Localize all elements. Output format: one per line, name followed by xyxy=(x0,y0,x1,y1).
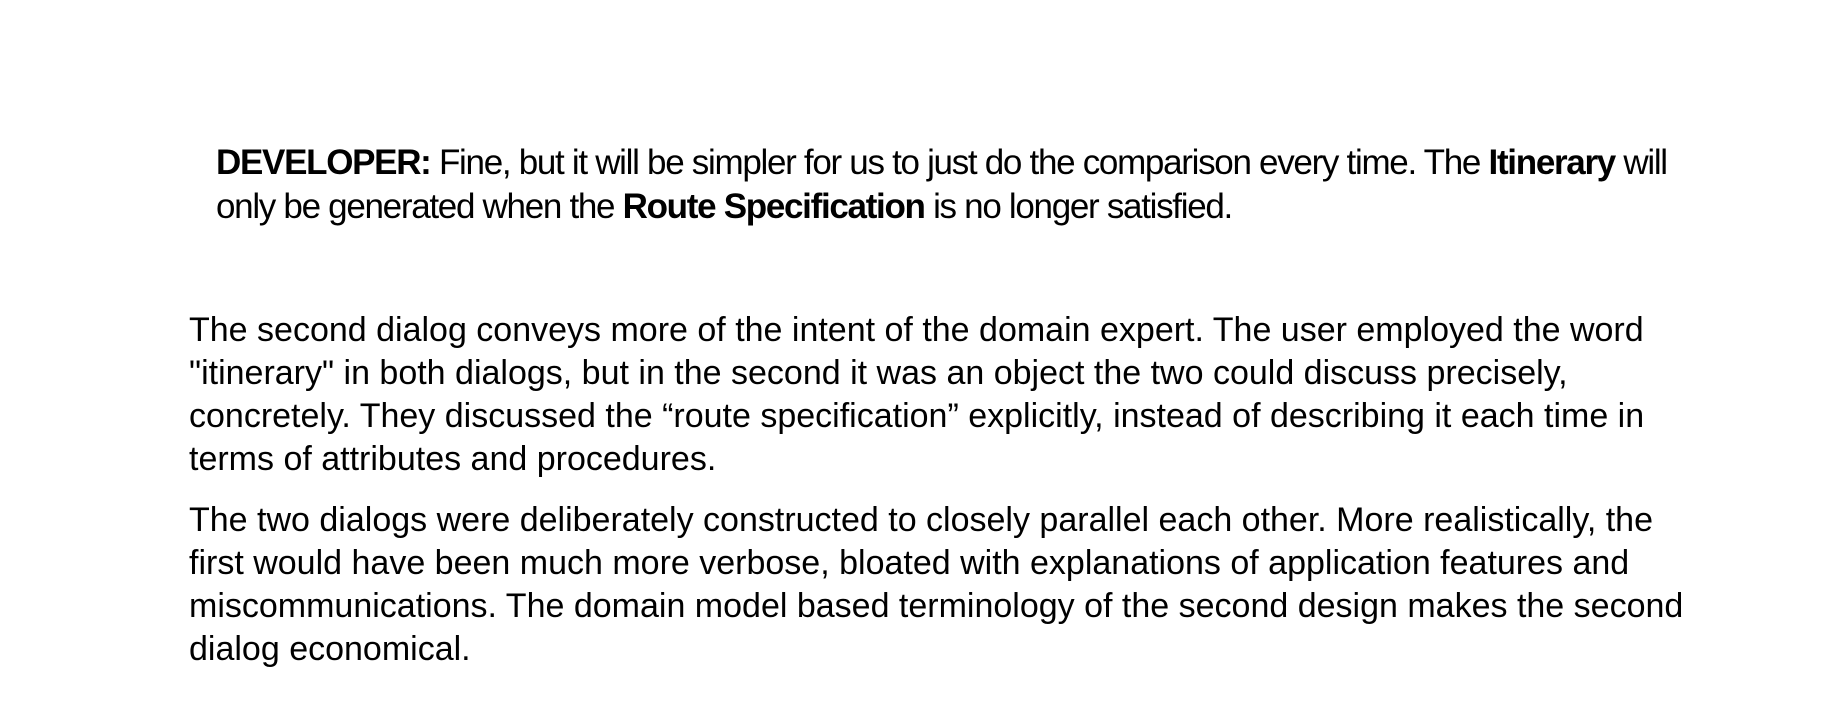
term-route-specification: Route Specification xyxy=(622,187,925,226)
body-paragraph: The second dialog conveys more of the intent of the domain expert. The user employed the word "itinerary" in both dialogs, but in the second it was an object the two could discuss precisely, concretely. They discussed the “route specification” explicitly, instead of describing it each time in terms of attributes and procedures. xyxy=(189,311,1645,478)
dialog-text: will only be generated when the xyxy=(216,143,1667,226)
body-paragraph: The two dialogs were deliberately constructed to closely parallel each other. More realistically, the first would have been much more verbose, bloated with explanations of application features and miscommunications. The domain model based terminology of the second design makes the second dialog economical. xyxy=(189,501,1684,668)
dialog-text: Fine, but it will be simpler for us to just do the comparison every time. The xyxy=(430,143,1489,182)
term-itinerary: Itinerary xyxy=(1488,143,1615,182)
speaker-label: DEVELOPER: xyxy=(216,143,431,182)
dialog-excerpt xyxy=(216,141,1696,229)
dialog-text: is no longer satisfied. xyxy=(924,187,1232,226)
